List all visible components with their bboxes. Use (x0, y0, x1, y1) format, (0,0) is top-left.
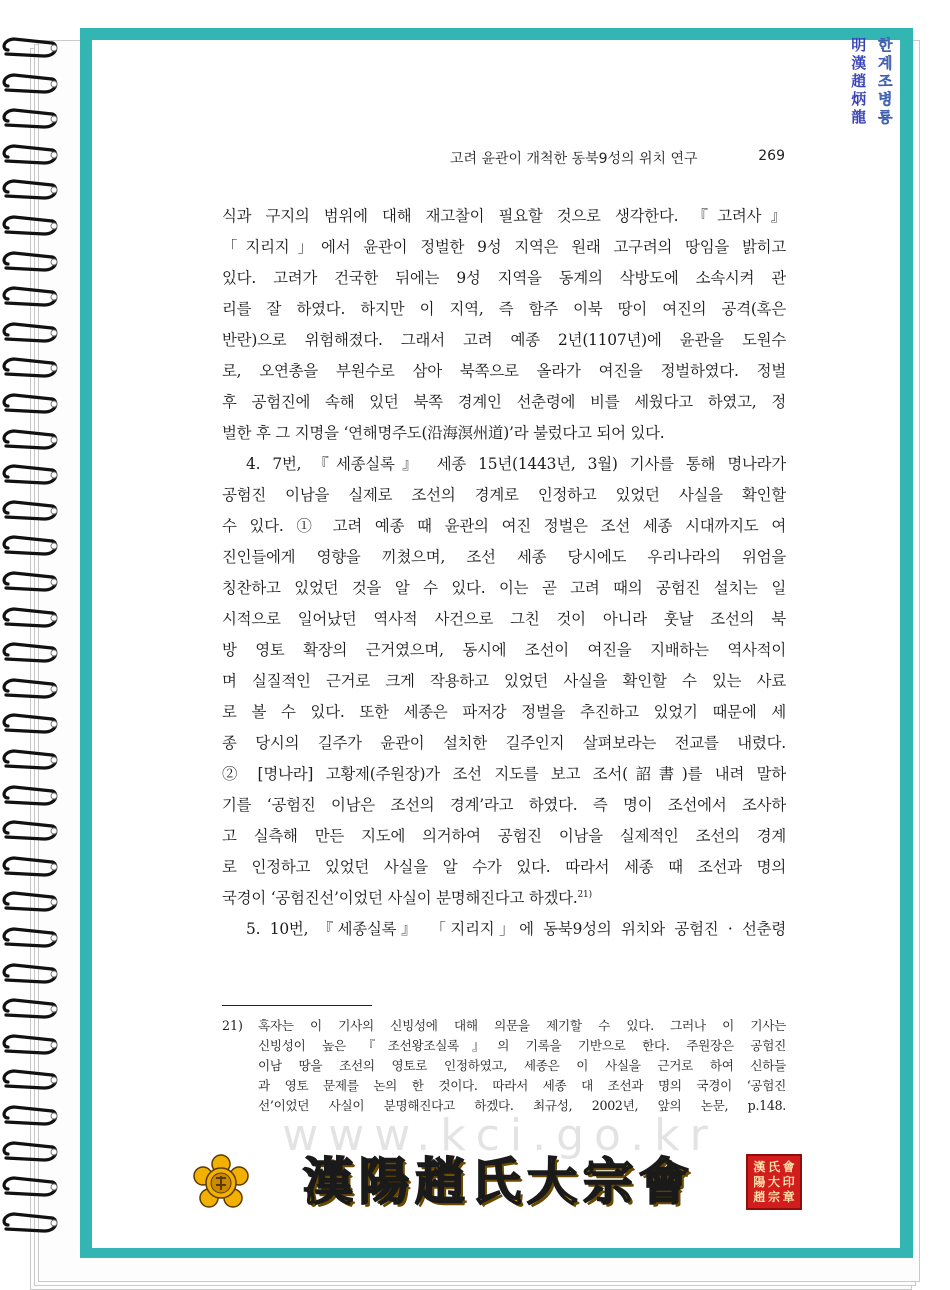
body-line: 「지리지」에서 윤관이 정벌한 9성 지역은 원래 고구려의 땅임을 밝히고 (222, 238, 786, 256)
corner-char: 한 (878, 36, 893, 54)
stamp-char: 大 (767, 1175, 780, 1189)
spiral-ring-icon (0, 1031, 60, 1059)
banner-title: 漢陽趙氏大宗會 (303, 1152, 695, 1211)
spiral-ring-icon (0, 34, 60, 62)
stamp-char: 趙 (753, 1190, 766, 1204)
spiral-ring-icon (0, 426, 60, 454)
body-line: 종 당시의 길주가 윤관이 설치한 길주인지 살펴보라는 전교를 내렸다. (222, 734, 786, 752)
stamp-char: 會 (782, 1160, 795, 1174)
footnote-body (258, 1016, 786, 1116)
spiral-ring-icon (0, 141, 60, 169)
body-line-item-5: 5. 10번, 『세종실록』 「지리지」에 동북9성의 위치와 공험진 · 선춘령 (246, 920, 786, 938)
footnote-line: 신빙성이 높은 『조선왕조실록』의 기록을 기반으로 한다. 주원장은 공험진 (258, 1038, 786, 1053)
body-line: 시적으로 일어났던 역사적 사건으로 그친 것이 아니라 훗날 조선의 북 (222, 610, 786, 628)
corner-char: 龍 (851, 108, 867, 126)
red-seal-stamp-icon (746, 1154, 802, 1210)
spiral-ring-icon (0, 248, 60, 276)
spiral-ring-icon (0, 354, 60, 382)
spiral-ring-icon (0, 675, 60, 703)
spiral-ring-icon (0, 817, 60, 845)
page-number: 269 (758, 148, 785, 164)
spiral-ring-icon (0, 960, 60, 988)
spiral-ring-icon (0, 1173, 60, 1201)
corner-char: 趙 (851, 72, 867, 90)
spiral-ring-icon (0, 1138, 60, 1166)
spiral-ring-icon (0, 319, 60, 347)
body-line-item-4: 4. 7번, 『세종실록』 세종 15년(1443년, 3월) 기사를 통해 명나라가 (246, 455, 786, 473)
stamp-char: 氏 (767, 1160, 780, 1174)
footnote-ref[interactable]: 21) (577, 889, 592, 900)
body-line: 기를 ‘공험진 이남은 조선의 경계’라고 하였다. 즉 명이 조선에서 조사하 (222, 796, 786, 814)
spiral-ring-icon (0, 461, 60, 489)
footnote-line: 선’이었던 사실이 분명해진다고 하겠다. 최규성, 2002년, 앞의 논문, p.148. (258, 1098, 786, 1113)
body-line: 로 인정하고 있었던 사실을 알 수가 있다. 따라서 세종 때 조선과 명의 (222, 858, 786, 876)
body-line: 있다. 고려가 건국한 뒤에는 9성 지역을 동계의 삭방도에 소속시켜 관 (222, 269, 786, 287)
clan-banner (190, 1150, 810, 1214)
spiral-ring-icon (0, 568, 60, 596)
spiral-ring-icon (0, 1102, 60, 1130)
corner-char: 계 (878, 54, 893, 72)
body-line: 식과 구지의 범위에 대해 재고찰이 필요할 것으로 생각한다. 『고려사』 (222, 207, 786, 225)
spiral-ring-icon (0, 497, 60, 525)
spiral-ring-icon (0, 70, 60, 98)
corner-char: 漢 (851, 54, 867, 72)
stamp-char: 宗 (767, 1190, 780, 1204)
corner-char: 明 (851, 36, 867, 54)
corner-char: 조 (878, 72, 893, 90)
spiral-ring-icon (0, 924, 60, 952)
corner-stamp-hanja (846, 36, 872, 132)
spiral-binding (0, 34, 62, 1274)
spiral-ring-icon (0, 604, 60, 632)
spiral-ring-icon (0, 888, 60, 916)
body-line: 칭찬하고 있었던 것을 알 수 있다. 이는 곧 고려 때의 공험진 설치는 일 (222, 579, 786, 597)
body-line: 리를 잘 하였다. 하지만 이 지역, 즉 함주 이북 땅이 여진의 공격(혹은 (222, 300, 786, 318)
running-title: 고려 윤관이 개척한 동북9성의 위치 연구 (450, 151, 698, 167)
spiral-ring-icon (0, 995, 60, 1023)
spiral-ring-icon (0, 782, 60, 810)
spiral-ring-icon (0, 283, 60, 311)
spiral-ring-icon (0, 105, 60, 133)
stamp-char: 陽 (753, 1175, 766, 1189)
body-line: 공험진 이남을 실제로 조선의 경계로 인정하고 있었던 사실을 확인할 (222, 486, 786, 504)
body-line: 방 영토 확장의 근거였으며, 동시에 조선이 여진을 지배하는 역사적이 (222, 641, 786, 659)
spiral-ring-icon (0, 1209, 60, 1237)
stamp-char: 章 (782, 1190, 795, 1204)
corner-char: 룡 (878, 108, 893, 126)
footnote-line: 과 영토 문제를 논의 한 것이다. 따라서 세종 대 조선과 명의 국경이 ‘공험진 (258, 1078, 786, 1093)
footnote-line: 이남 땅을 조선의 영토로 인정하였고, 세종은 이 사실을 근거로 하여 신하들 (258, 1058, 786, 1073)
body-line (222, 883, 786, 914)
footnote-line: 혹자는 이 기사의 신빙성에 대해 의문을 제기할 수 있다. 그러나 이 기사는 (258, 1018, 786, 1033)
spiral-ring-icon (0, 532, 60, 560)
stamp-char: 漢 (753, 1160, 766, 1174)
spiral-ring-icon (0, 710, 60, 738)
body-line: 며 실질적인 근거로 크게 작용하고 있었던 사실을 확인할 수 있는 사료 (222, 672, 786, 690)
body-line: 로 볼 수 있다. 또한 세종은 파저강 정벌을 추진하고 있었기 때문에 세 (222, 703, 786, 721)
footnote-number: 21) (222, 1018, 243, 1033)
body-line: 벌한 후 그 지명을 ‘연해명주도(沿海溟州道)’라 불렀다고 되어 있다. (222, 424, 665, 442)
body-line: 반란)으로 위험해졌다. 그래서 고려 예종 2년(1107년)에 윤관을 도원수 (222, 331, 786, 349)
spiral-ring-icon (0, 1066, 60, 1094)
spiral-ring-icon (0, 639, 60, 667)
corner-char: 병 (878, 90, 893, 108)
corner-stamp-hangul (873, 36, 899, 132)
stamp-char: 印 (782, 1175, 795, 1189)
body-line-text: 국경이 ‘공험진선’이었던 사실이 분명해진다고 하겠다. (222, 889, 578, 907)
spiral-ring-icon (0, 176, 60, 204)
spiral-ring-icon (0, 853, 60, 881)
running-header (450, 148, 785, 168)
corner-char: 炳 (851, 90, 867, 108)
footnote-divider (222, 1005, 372, 1006)
footnote (222, 1016, 786, 1116)
body-text (222, 201, 786, 945)
body-line: 진인들에게 영향을 끼쳤으며, 조선 세종 당시에도 우리나라의 위엄을 (222, 548, 786, 566)
body-line: ② [명나라] 고황제(주원장)가 조선 지도를 보고 조서(詔書)를 내려 말하 (222, 765, 786, 783)
body-line: 고 실측해 만든 지도에 의거하여 공험진 이남을 실제적인 조선의 경계 (222, 827, 786, 845)
body-line: 수 있다. ① 고려 예종 때 윤관의 여진 정벌은 조선 세종 시대까지도 여 (222, 517, 786, 535)
spiral-ring-icon (0, 746, 60, 774)
corner-name-stamp (846, 36, 898, 132)
body-line: 로, 오연총을 부원수로 삼아 북쪽으로 올라가 여진을 정벌하였다. 정벌 (222, 362, 786, 380)
spiral-ring-icon (0, 390, 60, 418)
kci-watermark: www.kci.go.kr (282, 1110, 718, 1161)
flower-seal-icon (190, 1154, 252, 1212)
spiral-ring-icon (0, 212, 60, 240)
body-line: 후 공험진에 속해 있던 북쪽 경계인 선춘령에 비를 세웠다고 하였고, 정 (222, 393, 786, 411)
